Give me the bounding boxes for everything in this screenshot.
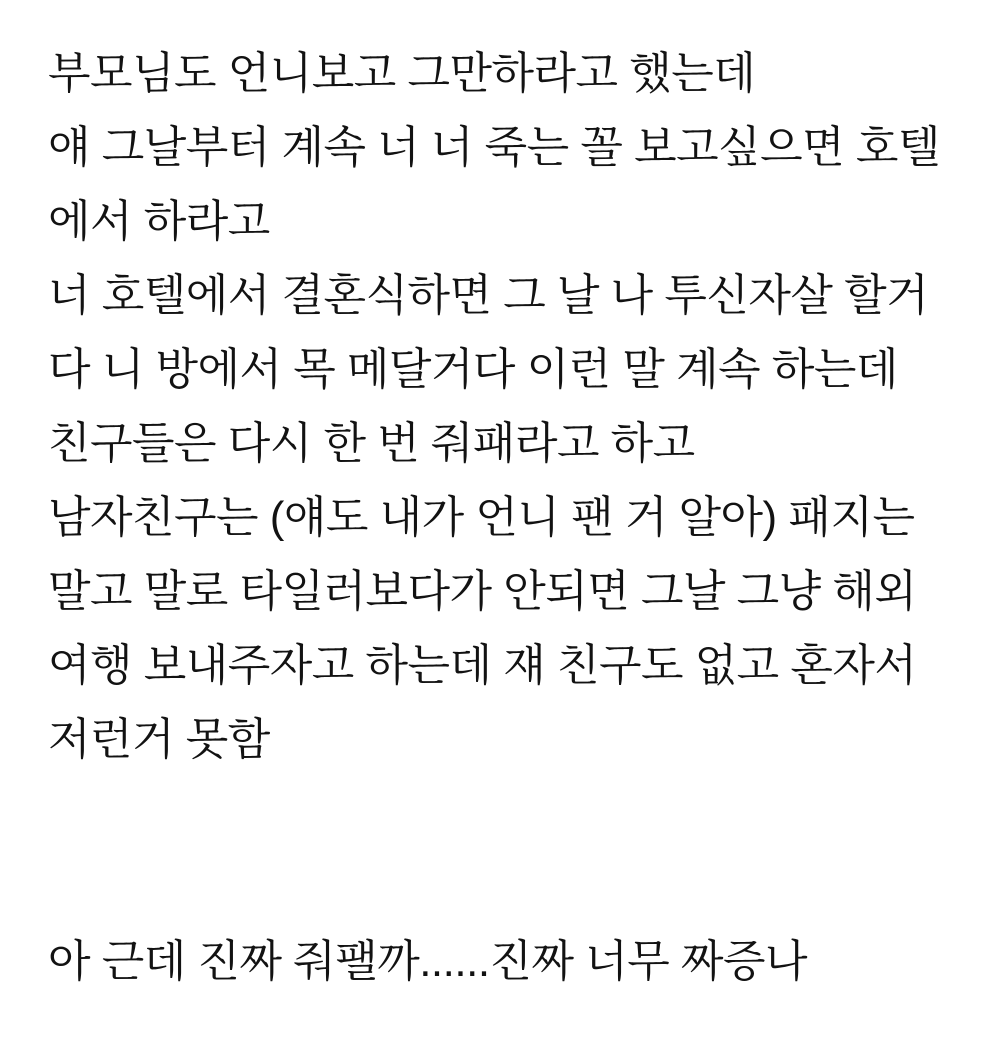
text-line: 여행 보내주자고 하는데 쟤 친구도 없고 혼자서 — [48, 641, 917, 690]
text-line: 아 근데 진짜 줘팰까......진짜 너무 짜증나 — [48, 937, 808, 986]
text-line: 에서 하라고 — [48, 197, 270, 246]
text-line: 말고 말로 타일러보다가 안되면 그날 그냥 해외 — [48, 567, 917, 616]
text-line: 저런거 못함 — [48, 715, 270, 764]
text-line: 남자친구는 (얘도 내가 언니 팬 거 알아) 패지는 — [48, 493, 915, 542]
text-line: 얘 그날부터 계속 너 너 죽는 꼴 보고싶으면 호텔 — [48, 123, 940, 172]
text-line: 부모님도 언니보고 그만하라고 했는데 — [48, 49, 756, 98]
text-line: 다 니 방에서 목 메달거다 이런 말 계속 하는데 — [48, 345, 898, 394]
text-line: 친구들은 다시 한 번 줘패라고 하고 — [48, 419, 695, 468]
text-line: 너 호텔에서 결혼식하면 그 날 나 투신자살 할거 — [48, 271, 929, 320]
post-text — [48, 37, 972, 999]
text-line — [48, 777, 972, 851]
text-line — [48, 851, 972, 925]
